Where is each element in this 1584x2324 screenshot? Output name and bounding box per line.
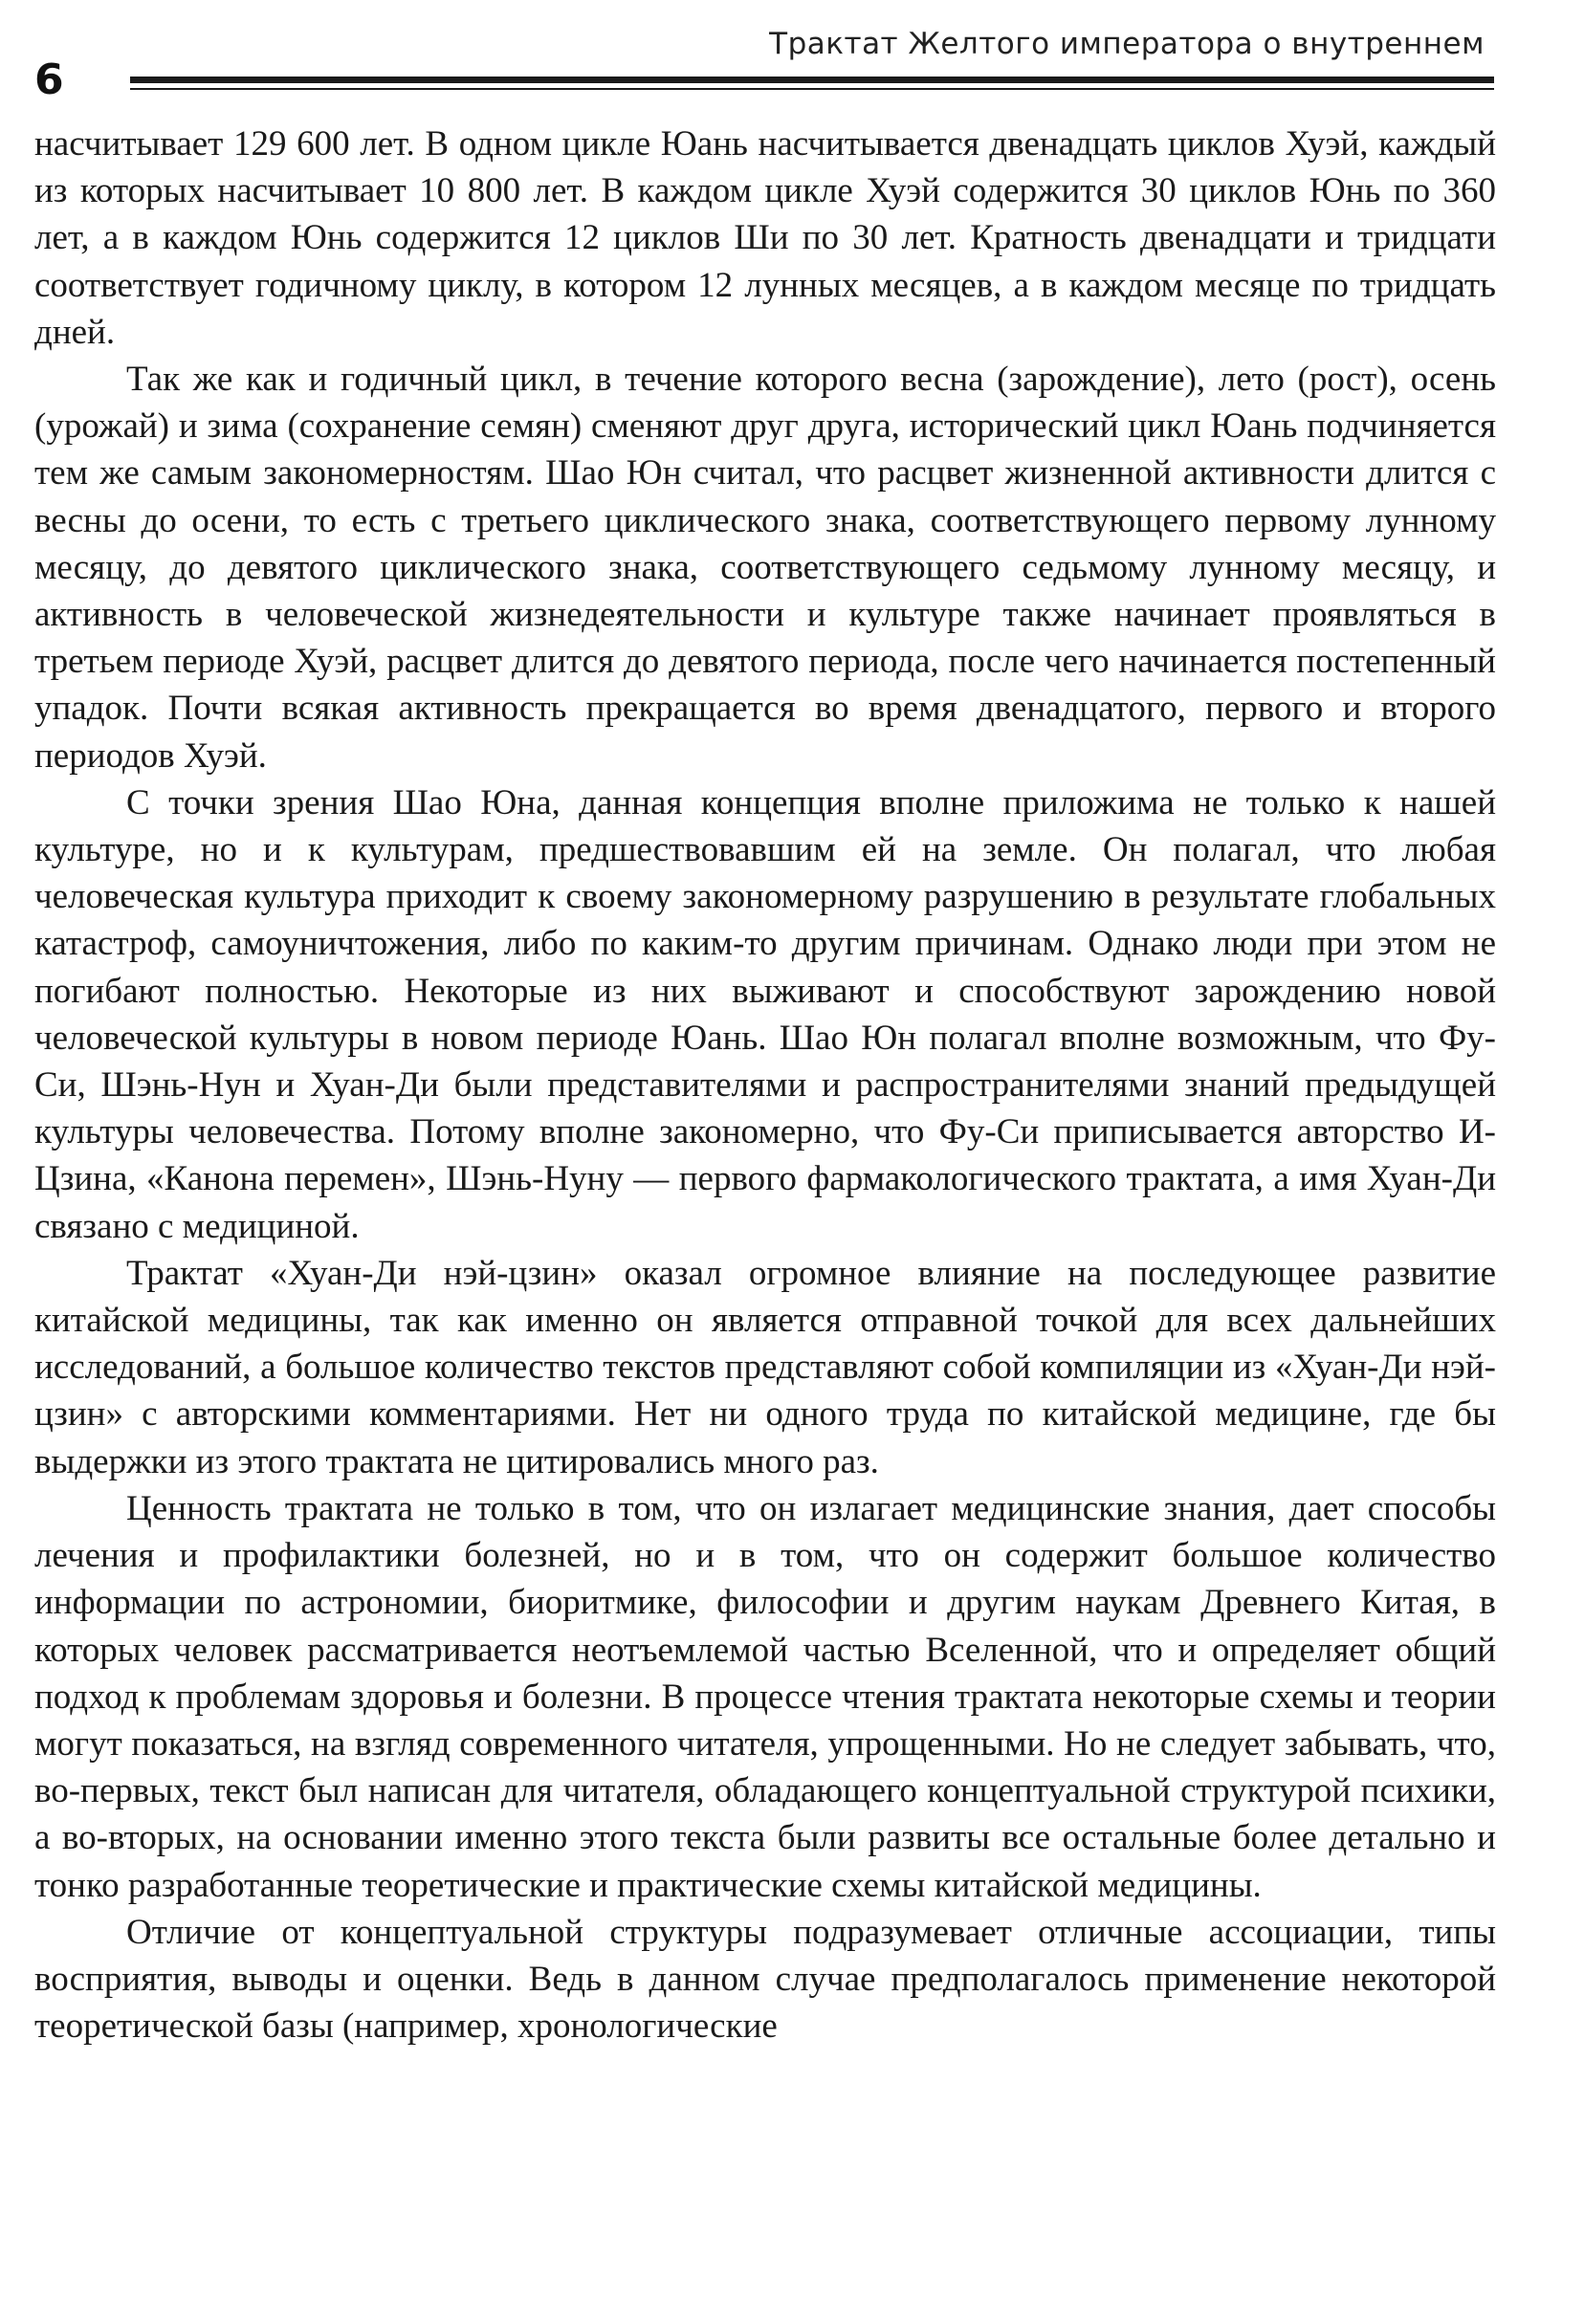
running-head: Трактат Желтого императора о внутреннем [769, 27, 1485, 61]
header-rule-thin [130, 88, 1494, 90]
paragraph: Отличие от концептуальной структуры подразумевает отличные ассоциации, типы восприятия, выводы и оценки. Ведь в данном случае предполагалось применение некоторой теоретической базы (например, хронологические [34, 1912, 1496, 2047]
header-rule-thick [130, 77, 1494, 83]
paragraph: Так же как и годичный цикл, в течение которого весна (зарождение), лето (рост), осень (урожай) и зима (сохранение семян) сменяют друг друга, исторический цикл Юань подчиняется тем же самым закономерностям. Шао Юн считал, что расцвет жизненной активности длится с весны до осени, то есть с третьего циклического знака, соответствующего первому лунному месяцу, до девятого циклического знака, соответствующего седьмому лунному месяцу, и активность в человеческой жизнедеятельности и культуре также начинает проявляться в третьем периоде Хуэй, расцвет длится до девятого периода, после чего начинается постепенный упадок. Почти всякая активность прекращается во время двенадцатого, первого и второго периодов Хуэй. [34, 360, 1496, 776]
paragraph: Трактат «Хуан-Ди нэй-цзин» оказал огромное влияние на последующее развитие китайской медицины, так как именно он является отправной точкой для всех дальнейших исследований, а большое количество текстов представляют собой компиляции из «Хуан-Ди нэй-цзин» с авторскими комментариями. Нет ни одного труда по китайской медицине, где бы выдержки из этого трактата не цитировались много раз. [34, 1253, 1496, 1481]
page-number: 6 [34, 55, 64, 104]
body-text [34, 121, 1496, 2050]
paragraph: Ценность трактата не только в том, что он излагает медицинские знания, дает способы лечения и профилактики болезней, но и в том, что он содержит большое количество информации по астрономии, биоритмике, философии и другим наукам Древнего Китая, в которых человек рассматривается неотъемлемой частью Вселенной, что и определяет общий подход к проблемам здоровья и болезни. В процессе чтения трактата некоторые схемы и теории могут показаться, на взгляд современного читателя, упрощенными. Но не следует забывать, что, во-первых, текст был написан для читателя, обладающего концептуальной структурой психики, а во-вторых, на основании именно этого текста были развиты все остальные более детально и тонко разработанные теоретические и практические схемы китайской медицины. [34, 1488, 1496, 1905]
paragraph-continued: насчитывает 129 600 лет. В одном цикле Юань насчитывается двенадцать циклов Хуэй, каждый из которых насчитывает 10 800 лет. В каждом цикле Хуэй содержится 30 циклов Юнь по 360 лет, а в каждом Юнь содержится 12 циклов Ши по 30 лет. Кратность двенадцати и тридцати соответствует годичному циклу, в котором 12 лунных месяцев, а в каждом месяце по тридцать дней. [34, 124, 1496, 352]
paragraph: С точки зрения Шао Юна, данная концепция вполне приложима не только к нашей культуре, но и к культурам, предшествовавшим ей на земле. Он полагал, что любая человеческая культура приходит к своему закономерному разрушению в результате глобальных катастроф, самоуничтожения, либо по каким-то другим причинам. Однако люди при этом не погибают полностью. Некоторые из них выживают и способствуют зарождению новой человеческой культуры в новом периоде Юань. Шао Юн полагал вполне возможным, что Фу-Си, Шэнь-Нун и Хуан-Ди были представителями и распространителями знаний предыдущей культуры человечества. Потому вполне закономерно, что Фу-Си приписывается авторство И-Цзина, «Канона перемен», Шэнь-Нуну — первого фармакологического трактата, а имя Хуан-Ди связано с медициной. [34, 782, 1496, 1246]
